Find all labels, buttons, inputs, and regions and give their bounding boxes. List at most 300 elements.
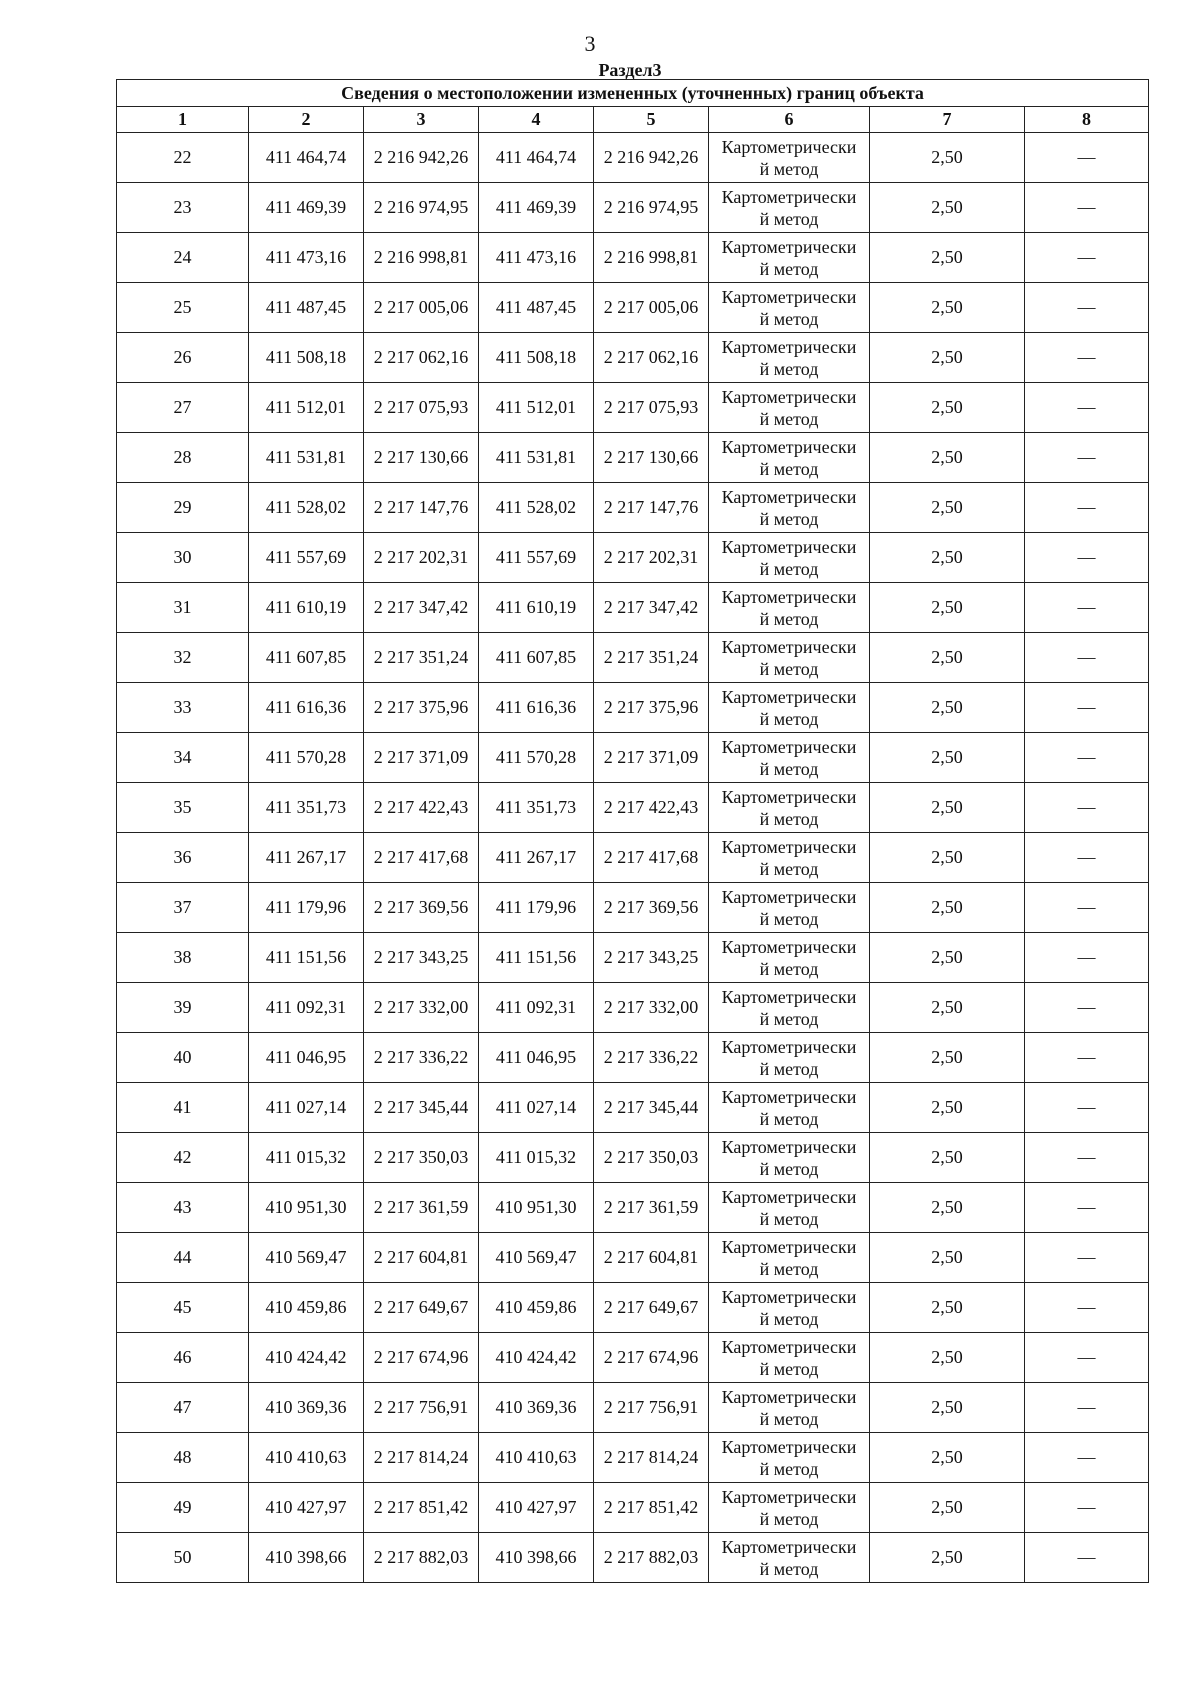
y-coordinate-refined-cell: 2 217 882,03 xyxy=(594,1533,709,1583)
y-coordinate-existing-cell: 2 217 062,16 xyxy=(364,333,479,383)
accuracy-cell: 2,50 xyxy=(870,933,1025,983)
method-line-1: Картометрически xyxy=(721,436,857,457)
method-line-2: й метод xyxy=(759,1558,819,1579)
x-coordinate-refined-cell: 411 570,28 xyxy=(479,733,594,783)
column-header: 6 xyxy=(709,107,870,133)
y-coordinate-refined-cell: 2 217 649,67 xyxy=(594,1283,709,1333)
x-coordinate-existing-cell: 411 570,28 xyxy=(249,733,364,783)
column-header: 1 xyxy=(117,107,249,133)
table-row xyxy=(117,783,1149,833)
accuracy-cell: 2,50 xyxy=(870,1033,1025,1083)
accuracy-cell: 2,50 xyxy=(870,233,1025,283)
y-coordinate-refined-cell: 2 217 347,42 xyxy=(594,583,709,633)
column-header: 8 xyxy=(1025,107,1149,133)
note-dash: — xyxy=(1077,1547,1096,1567)
method-cell xyxy=(709,1483,870,1533)
method-line-2: й метод xyxy=(759,1408,819,1429)
method-line-2: й метод xyxy=(759,408,819,429)
method-cell xyxy=(709,1183,870,1233)
accuracy-cell: 2,50 xyxy=(870,783,1025,833)
note-cell xyxy=(1025,433,1149,483)
y-coordinate-existing-cell: 2 217 147,76 xyxy=(364,483,479,533)
table-row xyxy=(117,1183,1149,1233)
method-line-1: Картометрически xyxy=(721,186,857,207)
table-row xyxy=(117,183,1149,233)
table-row xyxy=(117,1283,1149,1333)
method-cell xyxy=(709,833,870,883)
x-coordinate-refined-cell: 411 473,16 xyxy=(479,233,594,283)
method-cell xyxy=(709,1533,870,1583)
accuracy-cell: 2,50 xyxy=(870,1433,1025,1483)
y-coordinate-existing-cell: 2 217 814,24 xyxy=(364,1433,479,1483)
note-cell xyxy=(1025,1483,1149,1533)
x-coordinate-refined-cell: 411 267,17 xyxy=(479,833,594,883)
point-number-cell: 44 xyxy=(117,1233,249,1283)
y-coordinate-existing-cell: 2 217 422,43 xyxy=(364,783,479,833)
method-line-1: Картометрически xyxy=(721,386,857,407)
method-line-1: Картометрически xyxy=(721,1486,857,1507)
point-number-cell: 32 xyxy=(117,633,249,683)
x-coordinate-refined-cell: 411 092,31 xyxy=(479,983,594,1033)
method-line-1: Картометрически xyxy=(721,736,857,757)
y-coordinate-refined-cell: 2 217 332,00 xyxy=(594,983,709,1033)
y-coordinate-existing-cell: 2 216 942,26 xyxy=(364,133,479,183)
method-cell xyxy=(709,483,870,533)
x-coordinate-refined-cell: 411 557,69 xyxy=(479,533,594,583)
table-row xyxy=(117,1433,1149,1483)
table-row xyxy=(117,1233,1149,1283)
method-line-2: й метод xyxy=(759,158,819,179)
note-cell xyxy=(1025,733,1149,783)
table-row xyxy=(117,133,1149,183)
method-line-2: й метод xyxy=(759,508,819,529)
note-dash: — xyxy=(1077,1347,1096,1367)
y-coordinate-existing-cell: 2 217 604,81 xyxy=(364,1233,479,1283)
note-cell xyxy=(1025,1533,1149,1583)
accuracy-cell: 2,50 xyxy=(870,1483,1025,1533)
note-dash: — xyxy=(1077,297,1096,317)
table-row xyxy=(117,633,1149,683)
y-coordinate-refined-cell: 2 217 350,03 xyxy=(594,1133,709,1183)
method-line-2: й метод xyxy=(759,1108,819,1129)
accuracy-cell: 2,50 xyxy=(870,1183,1025,1233)
x-coordinate-existing-cell: 411 469,39 xyxy=(249,183,364,233)
x-coordinate-existing-cell: 411 487,45 xyxy=(249,283,364,333)
point-number-cell: 46 xyxy=(117,1333,249,1383)
method-line-2: й метод xyxy=(759,1208,819,1229)
note-dash: — xyxy=(1077,997,1096,1017)
method-line-1: Картометрически xyxy=(721,236,857,257)
table-row xyxy=(117,583,1149,633)
y-coordinate-existing-cell: 2 217 130,66 xyxy=(364,433,479,483)
accuracy-cell: 2,50 xyxy=(870,1283,1025,1333)
method-line-2: й метод xyxy=(759,1258,819,1279)
note-cell xyxy=(1025,283,1149,333)
method-cell xyxy=(709,983,870,1033)
y-coordinate-existing-cell: 2 217 332,00 xyxy=(364,983,479,1033)
table-row xyxy=(117,1083,1149,1133)
y-coordinate-existing-cell: 2 217 345,44 xyxy=(364,1083,479,1133)
note-dash: — xyxy=(1077,1397,1096,1417)
method-line-2: й метод xyxy=(759,1008,819,1029)
x-coordinate-existing-cell: 411 092,31 xyxy=(249,983,364,1033)
method-line-1: Картометрически xyxy=(721,986,857,1007)
x-coordinate-refined-cell: 411 531,81 xyxy=(479,433,594,483)
method-line-2: й метод xyxy=(759,858,819,879)
x-coordinate-existing-cell: 410 569,47 xyxy=(249,1233,364,1283)
x-coordinate-existing-cell: 411 512,01 xyxy=(249,383,364,433)
method-line-2: й метод xyxy=(759,1058,819,1079)
table-row xyxy=(117,1033,1149,1083)
table-row xyxy=(117,1533,1149,1583)
method-line-2: й метод xyxy=(759,608,819,629)
method-line-2: й метод xyxy=(759,808,819,829)
y-coordinate-refined-cell: 2 216 942,26 xyxy=(594,133,709,183)
point-number-cell: 28 xyxy=(117,433,249,483)
table-row xyxy=(117,533,1149,583)
y-coordinate-refined-cell: 2 217 814,24 xyxy=(594,1433,709,1483)
x-coordinate-existing-cell: 410 369,36 xyxy=(249,1383,364,1433)
y-coordinate-existing-cell: 2 217 882,03 xyxy=(364,1533,479,1583)
method-cell xyxy=(709,733,870,783)
point-number-cell: 40 xyxy=(117,1033,249,1083)
x-coordinate-refined-cell: 410 369,36 xyxy=(479,1383,594,1433)
accuracy-cell: 2,50 xyxy=(870,1533,1025,1583)
y-coordinate-refined-cell: 2 217 422,43 xyxy=(594,783,709,833)
x-coordinate-existing-cell: 411 531,81 xyxy=(249,433,364,483)
y-coordinate-refined-cell: 2 217 147,76 xyxy=(594,483,709,533)
note-cell xyxy=(1025,1433,1149,1483)
point-number-cell: 35 xyxy=(117,783,249,833)
point-number-cell: 39 xyxy=(117,983,249,1033)
y-coordinate-refined-cell: 2 216 974,95 xyxy=(594,183,709,233)
column-header-row xyxy=(117,107,1149,133)
method-line-1: Картометрически xyxy=(721,1036,857,1057)
x-coordinate-refined-cell: 411 610,19 xyxy=(479,583,594,633)
x-coordinate-refined-cell: 411 015,32 xyxy=(479,1133,594,1183)
x-coordinate-existing-cell: 411 015,32 xyxy=(249,1133,364,1183)
accuracy-cell: 2,50 xyxy=(870,1333,1025,1383)
method-line-1: Картометрически xyxy=(721,486,857,507)
method-line-1: Картометрически xyxy=(721,836,857,857)
point-number-cell: 24 xyxy=(117,233,249,283)
accuracy-cell: 2,50 xyxy=(870,733,1025,783)
x-coordinate-existing-cell: 411 151,56 xyxy=(249,933,364,983)
note-dash: — xyxy=(1077,197,1096,217)
x-coordinate-refined-cell: 411 508,18 xyxy=(479,333,594,383)
note-dash: — xyxy=(1077,1297,1096,1317)
table-row xyxy=(117,1383,1149,1433)
table-row xyxy=(117,233,1149,283)
note-cell xyxy=(1025,1233,1149,1283)
method-cell xyxy=(709,883,870,933)
method-cell xyxy=(709,633,870,683)
x-coordinate-refined-cell: 411 469,39 xyxy=(479,183,594,233)
point-number-cell: 42 xyxy=(117,1133,249,1183)
note-dash: — xyxy=(1077,597,1096,617)
method-cell xyxy=(709,1133,870,1183)
note-cell xyxy=(1025,1333,1149,1383)
y-coordinate-existing-cell: 2 217 075,93 xyxy=(364,383,479,433)
y-coordinate-refined-cell: 2 217 417,68 xyxy=(594,833,709,883)
accuracy-cell: 2,50 xyxy=(870,833,1025,883)
accuracy-cell: 2,50 xyxy=(870,333,1025,383)
method-line-2: й метод xyxy=(759,458,819,479)
note-cell xyxy=(1025,1083,1149,1133)
point-number-cell: 41 xyxy=(117,1083,249,1133)
section-label: Раздел3 xyxy=(598,60,662,80)
x-coordinate-refined-cell: 411 512,01 xyxy=(479,383,594,433)
point-number-cell: 36 xyxy=(117,833,249,883)
method-cell xyxy=(709,333,870,383)
method-cell xyxy=(709,1083,870,1133)
column-header: 3 xyxy=(364,107,479,133)
x-coordinate-refined-cell: 410 398,66 xyxy=(479,1533,594,1583)
x-coordinate-existing-cell: 411 464,74 xyxy=(249,133,364,183)
method-line-2: й метод xyxy=(759,558,819,579)
method-line-2: й метод xyxy=(759,758,819,779)
accuracy-cell: 2,50 xyxy=(870,133,1025,183)
method-cell xyxy=(709,583,870,633)
point-number-cell: 29 xyxy=(117,483,249,533)
method-line-1: Картометрически xyxy=(721,586,857,607)
y-coordinate-existing-cell: 2 217 005,06 xyxy=(364,283,479,333)
method-line-2: й метод xyxy=(759,1358,819,1379)
point-number-cell: 22 xyxy=(117,133,249,183)
method-line-1: Картометрически xyxy=(721,286,857,307)
note-dash: — xyxy=(1077,1497,1096,1517)
point-number-cell: 30 xyxy=(117,533,249,583)
y-coordinate-refined-cell: 2 217 756,91 xyxy=(594,1383,709,1433)
accuracy-cell: 2,50 xyxy=(870,1383,1025,1433)
x-coordinate-refined-cell: 411 616,36 xyxy=(479,683,594,733)
y-coordinate-existing-cell: 2 217 371,09 xyxy=(364,733,479,783)
table-row xyxy=(117,333,1149,383)
note-dash: — xyxy=(1077,147,1096,167)
x-coordinate-refined-cell: 410 410,63 xyxy=(479,1433,594,1483)
note-dash: — xyxy=(1077,1247,1096,1267)
x-coordinate-refined-cell: 411 179,96 xyxy=(479,883,594,933)
table-row xyxy=(117,683,1149,733)
method-line-2: й метод xyxy=(759,958,819,979)
y-coordinate-existing-cell: 2 216 998,81 xyxy=(364,233,479,283)
point-number-cell: 38 xyxy=(117,933,249,983)
point-number-cell: 47 xyxy=(117,1383,249,1433)
note-dash: — xyxy=(1077,647,1096,667)
y-coordinate-existing-cell: 2 217 851,42 xyxy=(364,1483,479,1533)
table-row xyxy=(117,933,1149,983)
column-header: 7 xyxy=(870,107,1025,133)
x-coordinate-existing-cell: 410 424,42 xyxy=(249,1333,364,1383)
y-coordinate-refined-cell: 2 217 851,42 xyxy=(594,1483,709,1533)
method-line-2: й метод xyxy=(759,658,819,679)
table-row xyxy=(117,1333,1149,1383)
x-coordinate-existing-cell: 410 427,97 xyxy=(249,1483,364,1533)
note-cell xyxy=(1025,183,1149,233)
x-coordinate-refined-cell: 410 427,97 xyxy=(479,1483,594,1533)
method-line-2: й метод xyxy=(759,208,819,229)
method-cell xyxy=(709,1333,870,1383)
note-cell xyxy=(1025,633,1149,683)
accuracy-cell: 2,50 xyxy=(870,1233,1025,1283)
note-dash: — xyxy=(1077,497,1096,517)
y-coordinate-refined-cell: 2 217 375,96 xyxy=(594,683,709,733)
method-line-2: й метод xyxy=(759,358,819,379)
note-dash: — xyxy=(1077,847,1096,867)
table-row xyxy=(117,483,1149,533)
x-coordinate-refined-cell: 411 464,74 xyxy=(479,133,594,183)
table-title: Сведения о местоположении измененных (уточненных) границ объекта xyxy=(117,80,1149,107)
x-coordinate-existing-cell: 411 267,17 xyxy=(249,833,364,883)
note-dash: — xyxy=(1077,947,1096,967)
note-dash: — xyxy=(1077,1197,1096,1217)
accuracy-cell: 2,50 xyxy=(870,533,1025,583)
x-coordinate-existing-cell: 411 046,95 xyxy=(249,1033,364,1083)
point-number-cell: 26 xyxy=(117,333,249,383)
table-body xyxy=(117,133,1149,1583)
method-cell xyxy=(709,383,870,433)
method-cell xyxy=(709,433,870,483)
y-coordinate-refined-cell: 2 217 604,81 xyxy=(594,1233,709,1283)
method-line-1: Картометрически xyxy=(721,886,857,907)
note-dash: — xyxy=(1077,697,1096,717)
accuracy-cell: 2,50 xyxy=(870,183,1025,233)
note-dash: — xyxy=(1077,347,1096,367)
note-cell xyxy=(1025,383,1149,433)
accuracy-cell: 2,50 xyxy=(870,483,1025,533)
y-coordinate-existing-cell: 2 217 202,31 xyxy=(364,533,479,583)
y-coordinate-existing-cell: 2 217 351,24 xyxy=(364,633,479,683)
note-cell xyxy=(1025,883,1149,933)
y-coordinate-existing-cell: 2 217 336,22 xyxy=(364,1033,479,1083)
x-coordinate-existing-cell: 411 027,14 xyxy=(249,1083,364,1133)
table-row xyxy=(117,833,1149,883)
note-cell xyxy=(1025,1383,1149,1433)
x-coordinate-refined-cell: 411 046,95 xyxy=(479,1033,594,1083)
table-row xyxy=(117,733,1149,783)
method-line-1: Картометрически xyxy=(721,1436,857,1457)
table-row xyxy=(117,983,1149,1033)
method-line-2: й метод xyxy=(759,258,819,279)
method-line-1: Картометрически xyxy=(721,1086,857,1107)
y-coordinate-refined-cell: 2 217 336,22 xyxy=(594,1033,709,1083)
x-coordinate-refined-cell: 411 151,56 xyxy=(479,933,594,983)
note-dash: — xyxy=(1077,547,1096,567)
y-coordinate-existing-cell: 2 217 417,68 xyxy=(364,833,479,883)
y-coordinate-refined-cell: 2 217 351,24 xyxy=(594,633,709,683)
note-cell xyxy=(1025,233,1149,283)
y-coordinate-existing-cell: 2 217 361,59 xyxy=(364,1183,479,1233)
accuracy-cell: 2,50 xyxy=(870,283,1025,333)
table-row xyxy=(117,383,1149,433)
note-cell xyxy=(1025,1033,1149,1083)
y-coordinate-existing-cell: 2 217 350,03 xyxy=(364,1133,479,1183)
x-coordinate-existing-cell: 410 459,86 xyxy=(249,1283,364,1333)
column-header: 4 xyxy=(479,107,594,133)
point-number-cell: 45 xyxy=(117,1283,249,1333)
method-line-1: Картометрически xyxy=(721,1286,857,1307)
note-cell xyxy=(1025,133,1149,183)
method-cell xyxy=(709,1033,870,1083)
column-header: 2 xyxy=(249,107,364,133)
x-coordinate-refined-cell: 411 607,85 xyxy=(479,633,594,683)
accuracy-cell: 2,50 xyxy=(870,433,1025,483)
x-coordinate-existing-cell: 410 398,66 xyxy=(249,1533,364,1583)
table-row xyxy=(117,1483,1149,1533)
point-number-cell: 33 xyxy=(117,683,249,733)
method-line-1: Картометрически xyxy=(721,1536,857,1557)
method-cell xyxy=(709,1383,870,1433)
method-line-1: Картометрически xyxy=(721,336,857,357)
method-line-1: Картометрически xyxy=(721,636,857,657)
y-coordinate-existing-cell: 2 217 649,67 xyxy=(364,1283,479,1333)
x-coordinate-existing-cell: 411 528,02 xyxy=(249,483,364,533)
x-coordinate-existing-cell: 411 616,36 xyxy=(249,683,364,733)
point-number-cell: 25 xyxy=(117,283,249,333)
y-coordinate-existing-cell: 2 217 343,25 xyxy=(364,933,479,983)
x-coordinate-existing-cell: 411 557,69 xyxy=(249,533,364,583)
y-coordinate-refined-cell: 2 217 371,09 xyxy=(594,733,709,783)
y-coordinate-refined-cell: 2 217 005,06 xyxy=(594,283,709,333)
point-number-cell: 31 xyxy=(117,583,249,633)
note-cell xyxy=(1025,783,1149,833)
method-cell xyxy=(709,1283,870,1333)
method-line-2: й метод xyxy=(759,1158,819,1179)
note-cell xyxy=(1025,333,1149,383)
y-coordinate-refined-cell: 2 217 674,96 xyxy=(594,1333,709,1383)
y-coordinate-refined-cell: 2 217 361,59 xyxy=(594,1183,709,1233)
table-row xyxy=(117,283,1149,333)
y-coordinate-existing-cell: 2 217 756,91 xyxy=(364,1383,479,1433)
method-line-1: Картометрически xyxy=(721,136,857,157)
note-dash: — xyxy=(1077,1147,1096,1167)
note-dash: — xyxy=(1077,397,1096,417)
table-row xyxy=(117,433,1149,483)
method-cell xyxy=(709,1433,870,1483)
accuracy-cell: 2,50 xyxy=(870,983,1025,1033)
note-cell xyxy=(1025,533,1149,583)
method-line-2: й метод xyxy=(759,708,819,729)
coordinates-table xyxy=(116,79,1149,1583)
method-cell xyxy=(709,233,870,283)
method-cell xyxy=(709,933,870,983)
y-coordinate-existing-cell: 2 217 369,56 xyxy=(364,883,479,933)
note-dash: — xyxy=(1077,897,1096,917)
method-cell xyxy=(709,283,870,333)
y-coordinate-existing-cell: 2 217 674,96 xyxy=(364,1333,479,1383)
point-number-cell: 23 xyxy=(117,183,249,233)
method-line-1: Картометрически xyxy=(721,1336,857,1357)
x-coordinate-existing-cell: 410 410,63 xyxy=(249,1433,364,1483)
method-line-2: й метод xyxy=(759,308,819,329)
x-coordinate-refined-cell: 410 569,47 xyxy=(479,1233,594,1283)
method-line-1: Картометрически xyxy=(721,786,857,807)
x-coordinate-existing-cell: 411 351,73 xyxy=(249,783,364,833)
method-line-1: Картометрически xyxy=(721,936,857,957)
x-coordinate-existing-cell: 411 607,85 xyxy=(249,633,364,683)
y-coordinate-refined-cell: 2 217 343,25 xyxy=(594,933,709,983)
x-coordinate-refined-cell: 410 424,42 xyxy=(479,1333,594,1383)
method-line-2: й метод xyxy=(759,1458,819,1479)
accuracy-cell: 2,50 xyxy=(870,1083,1025,1133)
y-coordinate-refined-cell: 2 217 075,93 xyxy=(594,383,709,433)
note-cell xyxy=(1025,1183,1149,1233)
method-line-1: Картометрически xyxy=(721,1236,857,1257)
point-number-cell: 48 xyxy=(117,1433,249,1483)
accuracy-cell: 2,50 xyxy=(870,683,1025,733)
method-cell xyxy=(709,533,870,583)
x-coordinate-existing-cell: 410 951,30 xyxy=(249,1183,364,1233)
